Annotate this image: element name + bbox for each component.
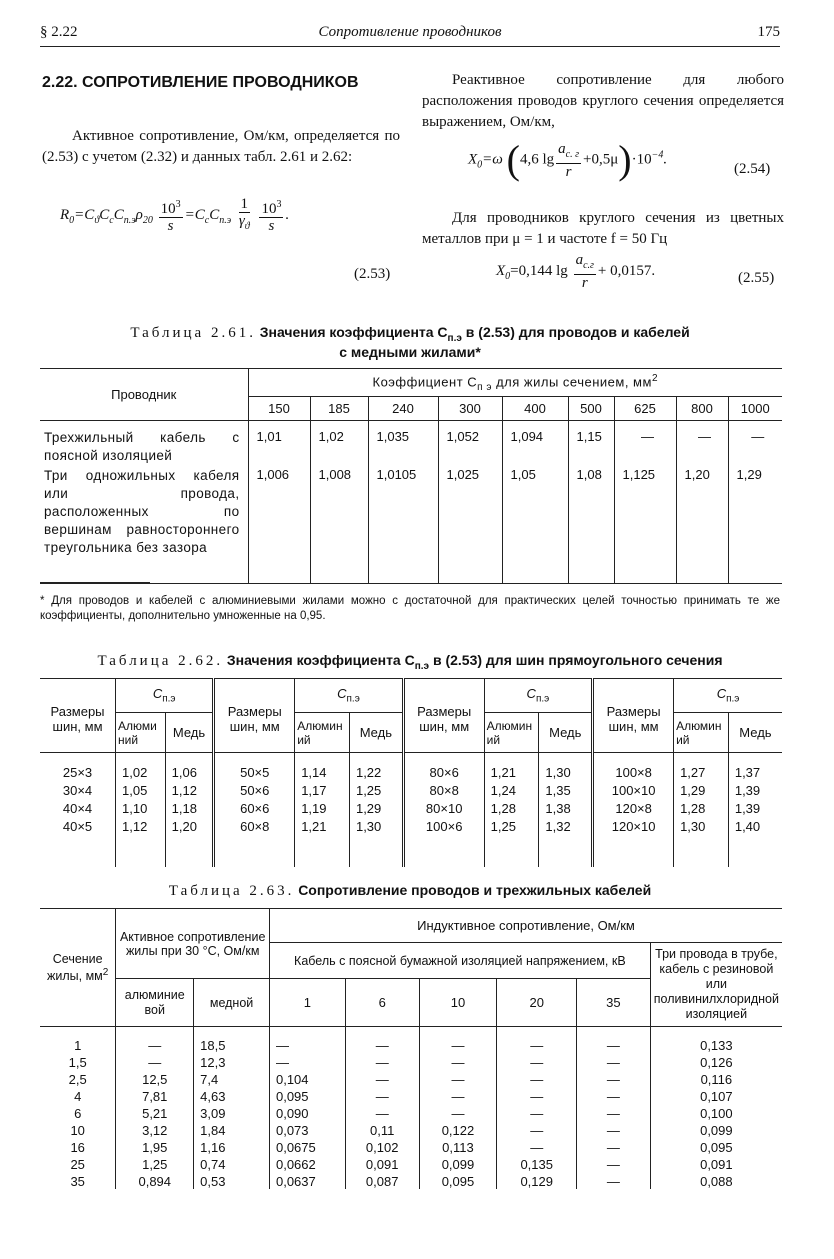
t263-header-voltage-1: 1 <box>269 979 345 1027</box>
t262-row <box>40 819 782 867</box>
t262-coef-symbol: C <box>526 686 536 702</box>
t261-cell: 1,052 <box>438 421 502 466</box>
t262-copper-value: 1,29 <box>355 800 382 816</box>
t262-aluminium-value: 1,25 <box>484 819 539 867</box>
t263-cell: 1,25 <box>116 1155 194 1172</box>
t262-aluminium-value: 1,28 <box>484 801 539 819</box>
t263-cell: — <box>497 1053 577 1070</box>
t263-header-three-wires: Три провода в трубе, кабель с резиновой или поливинилхлоридной изоляцией <box>650 943 782 1027</box>
t262-header-size: Размеры шин, мм <box>593 679 674 753</box>
t262-aluminium-value: 1,21 <box>295 819 350 867</box>
t263-cell: — <box>345 1070 419 1087</box>
t262-row <box>40 753 782 783</box>
t262-coef-sub: п.э <box>162 693 176 705</box>
t262-size: 80×10 <box>403 801 484 819</box>
table-2-63 <box>40 908 782 1189</box>
t262-header-coef <box>116 679 214 713</box>
t261-cell: 1,025 <box>438 465 502 583</box>
t262-aluminium-value: 1,27 <box>674 753 729 783</box>
equation-number-2-53: (2.53) <box>354 266 391 282</box>
t263-cell: — <box>269 1027 345 1053</box>
t261-header-conductor: Проводник <box>40 369 248 421</box>
t262-copper-value: 1,39 <box>734 782 761 798</box>
t263-cell: 0,099 <box>419 1155 497 1172</box>
t263-row <box>40 1121 782 1138</box>
t261-cell: 1,08 <box>568 465 614 583</box>
t261-cell: 1,035 <box>368 421 438 466</box>
t262-aluminium-value: 1,02 <box>116 753 166 783</box>
t261-section-150: 150 <box>248 397 310 421</box>
t263-cell: — <box>577 1121 651 1138</box>
t263-row <box>40 1138 782 1155</box>
t262-coef-sub: п.э <box>726 693 740 705</box>
t263-cell: 35 <box>40 1172 116 1189</box>
t263-cell: 0,113 <box>419 1138 497 1155</box>
t263-cell: 0,095 <box>419 1172 497 1189</box>
t263-row <box>40 1155 782 1172</box>
t262-aluminium-value: 1,21 <box>484 753 539 783</box>
t262-row <box>40 801 782 819</box>
t262-header-coef <box>674 679 782 713</box>
t261-section-400: 400 <box>502 397 568 421</box>
t263-cell: — <box>345 1104 419 1121</box>
t262-header-size: Размеры шин, мм <box>403 679 484 753</box>
t263-cell: 25 <box>40 1155 116 1172</box>
t262-size: 100×6 <box>403 819 484 867</box>
t262-header-aluminium: Алюминий <box>295 713 350 753</box>
t262-size: 40×5 <box>40 819 116 867</box>
t263-cell: 0,11 <box>345 1121 419 1138</box>
t262-copper-value: 1,25 <box>355 782 382 798</box>
t263-header-inductive: Индуктивное сопротивление, Ом/км <box>269 909 782 943</box>
t262-header-size: Размеры шин, мм <box>214 679 295 753</box>
section-title: 2.22. СОПРОТИВЛЕНИЕ ПРОВОДНИКОВ <box>42 74 359 91</box>
t261-cell: 1,05 <box>502 465 568 583</box>
t263-header-cable: Кабель с поясной бумажной изоляцией напряжением, кВ <box>269 943 650 979</box>
t263-header-copper: медной <box>194 979 270 1027</box>
t262-size: 100×10 <box>593 783 674 801</box>
t261-cell: — <box>614 421 676 466</box>
t263-row <box>40 1070 782 1087</box>
t262-size: 80×8 <box>403 783 484 801</box>
t262-size: 60×8 <box>214 819 295 867</box>
t263-cell: 0,53 <box>194 1172 270 1189</box>
t263-cell: 7,4 <box>194 1070 270 1087</box>
t263-cell: 0,0662 <box>269 1155 345 1172</box>
t263-cell: 0,100 <box>700 1105 733 1121</box>
t262-header-aluminium: Алюминий <box>116 713 166 753</box>
t263-cell: 0,126 <box>700 1054 733 1070</box>
t263-cell: — <box>577 1104 651 1121</box>
t263-cell: 16 <box>40 1138 116 1155</box>
t262-copper-value: 1,38 <box>545 800 571 816</box>
t261-cell: 1,094 <box>502 421 568 466</box>
table-2-61 <box>40 368 782 584</box>
t263-cell: — <box>577 1027 651 1053</box>
t263-cell: — <box>497 1104 577 1121</box>
t263-cell: — <box>419 1087 497 1104</box>
t262-copper-value: 1,12 <box>171 782 197 798</box>
t262-aluminium-value: 1,28 <box>674 801 729 819</box>
t263-cell: 4,63 <box>194 1087 270 1104</box>
t263-cell: 0,087 <box>345 1172 419 1189</box>
t261-cell: 1,15 <box>568 421 614 466</box>
t261-section-240: 240 <box>368 397 438 421</box>
t262-header-aluminium: Алюминий <box>674 713 729 753</box>
t261-section-1000: 1000 <box>740 401 770 416</box>
t263-header-voltage-20: 20 <box>497 979 577 1027</box>
t262-coef-symbol: C <box>716 686 727 702</box>
t263-cell: 10 <box>40 1121 116 1138</box>
table-2-62 <box>40 678 782 867</box>
t261-cell: 1,20 <box>676 465 728 583</box>
t262-copper-value: 1,35 <box>545 782 571 798</box>
t263-cell: — <box>497 1070 577 1087</box>
t262-header-copper: Медь <box>549 725 582 740</box>
t263-cell: — <box>419 1104 497 1121</box>
t262-size: 80×6 <box>403 753 484 783</box>
t263-cell: — <box>577 1155 651 1172</box>
t262-size: 120×10 <box>593 819 674 867</box>
t263-cell: 2,5 <box>40 1070 116 1087</box>
t262-coef-sub: п.э <box>535 693 550 705</box>
t263-row <box>40 1172 782 1189</box>
t261-section-625: 625 <box>614 397 676 421</box>
t263-cell: 1,16 <box>194 1138 270 1155</box>
t263-cell: 0,133 <box>700 1037 733 1053</box>
t262-size: 120×8 <box>593 801 674 819</box>
t263-cell: 0,088 <box>700 1173 733 1189</box>
t261-header-coef: Коэффициент $C_{п э}$ для жилы сечением, $мм^2$ <box>248 369 782 397</box>
t263-cell: — <box>577 1070 651 1087</box>
t262-size: 60×6 <box>214 801 295 819</box>
t263-header-voltage-10: 10 <box>419 979 497 1027</box>
t263-cell: 0,073 <box>269 1121 345 1138</box>
t262-row <box>40 783 782 801</box>
t262-copper-value: 1,39 <box>734 800 761 816</box>
t261-row-name: Три одножильных кабеля или провода, расположенных по вершинам равностороннего треугольника без зазора <box>40 465 248 583</box>
t263-cell: 0,107 <box>700 1088 733 1104</box>
t263-cell: 0,091 <box>345 1155 419 1172</box>
t263-cell: — <box>345 1087 419 1104</box>
t261-section-500: 500 <box>568 397 614 421</box>
t263-header-voltage-35: 35 <box>577 979 651 1027</box>
t263-cell: 4 <box>40 1087 116 1104</box>
t262-size: 30×4 <box>40 783 116 801</box>
t263-header-aluminium: алюминиевой <box>116 979 194 1027</box>
t263-row <box>40 1053 782 1070</box>
t262-header-size: Размеры шин, мм <box>40 679 116 753</box>
t263-cell: 6 <box>40 1104 116 1121</box>
t263-cell: 7,81 <box>116 1087 194 1104</box>
t262-aluminium-value: 1,30 <box>674 819 729 867</box>
t263-cell: 0,135 <box>497 1155 577 1172</box>
left-paragraph: Активное сопротивление, Ом/км, определяется по (2.53) с учетом (2.32) и данных табл. 2.61 и 2.62: <box>42 128 400 165</box>
t263-cell: — <box>345 1053 419 1070</box>
header-title: Сопротивление проводников <box>318 24 502 40</box>
t263-cell: 5,21 <box>116 1104 194 1121</box>
t262-coef-symbol: C <box>152 686 163 702</box>
t263-cell: 0,0675 <box>269 1138 345 1155</box>
t261-section-800: 800 <box>676 397 728 421</box>
t263-cell: 18,5 <box>194 1027 270 1053</box>
t262-copper-value: 1,22 <box>355 765 382 780</box>
equation-2-53: $R_0=C_ϑC_сC_{п.э}\rho_{20}$ $\frac{10^3}{s}$ $=C_сC_{п.э}$ $\frac{1}{\gamma_ϑ}$ $\frac{10^3}{s}$ . <box>60 196 290 234</box>
t262-aluminium-value: 1,12 <box>116 819 166 867</box>
t261-section-185: 185 <box>310 397 368 421</box>
table-2-61-caption: Таблица 2.61. Значения коэффициента $C_{п.э}$ в (2.53) для проводов и кабелей с медными жилами* <box>130 324 690 360</box>
t262-copper-value: 1,30 <box>355 818 382 834</box>
t263-cell: — <box>116 1053 194 1070</box>
t263-cell: 12,5 <box>116 1070 194 1087</box>
t263-cell: — <box>419 1053 497 1070</box>
running-header <box>40 22 780 46</box>
equation-2-55: $X_0=0,144$ lg $\frac{a_{с.г}}{r}$ + 0,0157. <box>496 252 656 291</box>
t263-cell: 12,3 <box>194 1053 270 1070</box>
t262-size: 25×3 <box>40 753 116 783</box>
t263-cell: 0,0637 <box>269 1172 345 1189</box>
equation-number-2-55: (2.55) <box>738 270 775 286</box>
t263-row <box>40 1104 782 1121</box>
header-section: § 2.22 <box>40 24 78 40</box>
t263-cell: 3,09 <box>194 1104 270 1121</box>
t263-header-voltage-6: 6 <box>345 979 419 1027</box>
t263-cell: 3,12 <box>116 1121 194 1138</box>
t261-row <box>40 465 782 583</box>
t263-cell: — <box>419 1027 497 1053</box>
t263-cell: — <box>497 1087 577 1104</box>
table-2-62-caption: Таблица 2.62. Значения коэффициента $C_{п.э}$ в (2.53) для шин прямоугольного сечения <box>97 652 723 672</box>
t263-cell: — <box>577 1138 651 1155</box>
t261-cell: — <box>751 429 765 444</box>
t262-header-copper: Медь <box>359 725 392 740</box>
t261-cell: 1,006 <box>248 465 310 583</box>
page-number: 175 <box>757 24 780 40</box>
t263-cell: 0,095 <box>269 1087 345 1104</box>
t262-size: 100×8 <box>593 753 674 783</box>
t263-cell: 0,090 <box>269 1104 345 1121</box>
t263-cell: 0,894 <box>116 1172 194 1189</box>
equation-number-2-54: (2.54) <box>734 161 771 177</box>
t262-aluminium-value: 1,19 <box>295 801 350 819</box>
footnote-rule <box>40 582 150 583</box>
t262-size: 50×6 <box>214 783 295 801</box>
t263-cell: 0,74 <box>194 1155 270 1172</box>
t263-row <box>40 1027 782 1053</box>
t263-cell: — <box>116 1027 194 1053</box>
equation-2-54: $X_0=\omega$ (4,6 lg $\frac{a_{с. г}}{r}$ $+0,5\mu)\cdot 10^{-4}$. <box>468 137 668 182</box>
t263-cell: — <box>345 1027 419 1053</box>
t262-copper-value: 1,37 <box>734 765 761 780</box>
t261-cell: — <box>676 421 728 466</box>
t262-aluminium-value: 1,29 <box>674 783 729 801</box>
t261-cell: 1,008 <box>310 465 368 583</box>
t263-cell: 1,5 <box>40 1053 116 1070</box>
t261-cell: 1,29 <box>736 467 762 482</box>
table-2-61-footnote: * Для проводов и кабелей с алюминиевыми жилами можно с достаточной для практических целей точностью принимать те же коэффициенты, дополнительно умноженные на 0,95. <box>40 595 780 622</box>
t262-aluminium-value: 1,14 <box>295 753 350 783</box>
t263-cell: — <box>577 1172 651 1189</box>
t262-aluminium-value: 1,24 <box>484 783 539 801</box>
t263-header-active: Активное сопротивление жилы при 30 °С, Ом/км <box>116 909 270 979</box>
t261-cell: 1,0105 <box>368 465 438 583</box>
t262-copper-value: 1,20 <box>171 818 197 834</box>
t261-row-name: Трехжильный кабель с поясной изоляцией <box>40 421 248 466</box>
t263-cell: — <box>419 1070 497 1087</box>
t262-header-aluminium: Алюминий <box>484 713 539 753</box>
t262-copper-value: 1,30 <box>545 765 571 780</box>
t263-cell: 1 <box>40 1027 116 1053</box>
t262-coef-sub: п.э <box>346 693 360 705</box>
t263-cell: — <box>577 1087 651 1104</box>
t263-cell: 0,129 <box>497 1172 577 1189</box>
t263-cell: 0,091 <box>700 1156 733 1172</box>
t261-cell: 1,01 <box>248 421 310 466</box>
t263-cell: 1,84 <box>194 1121 270 1138</box>
right-paragraph-2: Для проводников круглого сечения из цветных металлов при μ = 1 и частоте f = 50 Гц <box>422 210 784 247</box>
t262-copper-value: 1,06 <box>171 765 197 780</box>
t262-copper-value: 1,18 <box>171 800 197 816</box>
header-rule <box>40 46 780 47</box>
t263-cell: — <box>497 1027 577 1053</box>
t262-header-coef <box>295 679 404 713</box>
t263-cell: 0,102 <box>345 1138 419 1155</box>
t261-row <box>40 421 782 466</box>
t262-size: 40×4 <box>40 801 116 819</box>
t263-cell: — <box>497 1138 577 1155</box>
left-column <box>42 70 400 168</box>
t262-header-copper: Медь <box>172 725 206 740</box>
t263-cell: — <box>269 1053 345 1070</box>
t262-aluminium-value: 1,10 <box>116 801 166 819</box>
t263-cell: 0,122 <box>419 1121 497 1138</box>
t262-header-coef <box>484 679 593 713</box>
t263-cell: — <box>577 1053 651 1070</box>
right-column <box>422 70 784 133</box>
t261-cell: 1,125 <box>614 465 676 583</box>
right-paragraph-2-wrap <box>422 208 784 250</box>
t263-row <box>40 1087 782 1104</box>
t262-coef-symbol: C <box>337 686 347 702</box>
t263-cell: — <box>497 1121 577 1138</box>
t261-section-300: 300 <box>438 397 502 421</box>
t263-header-section: Сечение жилы, $мм^2$ <box>40 909 116 1027</box>
t262-copper-value: 1,40 <box>734 818 761 834</box>
t262-aluminium-value: 1,17 <box>295 783 350 801</box>
t263-cell: 0,095 <box>700 1139 733 1155</box>
t263-cell: 0,116 <box>700 1071 733 1087</box>
t263-cell: 1,95 <box>116 1138 194 1155</box>
t262-aluminium-value: 1,05 <box>116 783 166 801</box>
t262-copper-value: 1,32 <box>545 818 571 834</box>
t263-cell: 0,104 <box>269 1070 345 1087</box>
table-2-63-caption: Таблица 2.63. Сопротивление проводов и трехжильных кабелей <box>168 882 652 899</box>
t262-size: 50×5 <box>214 753 295 783</box>
t262-header-copper: Медь <box>739 725 772 740</box>
right-paragraph-1: Реактивное сопротивление для любого расположения проводов круглого сечения определяется выражением, Ом/км, <box>422 72 784 130</box>
t261-cell: 1,02 <box>310 421 368 466</box>
t263-cell: 0,099 <box>700 1122 733 1138</box>
